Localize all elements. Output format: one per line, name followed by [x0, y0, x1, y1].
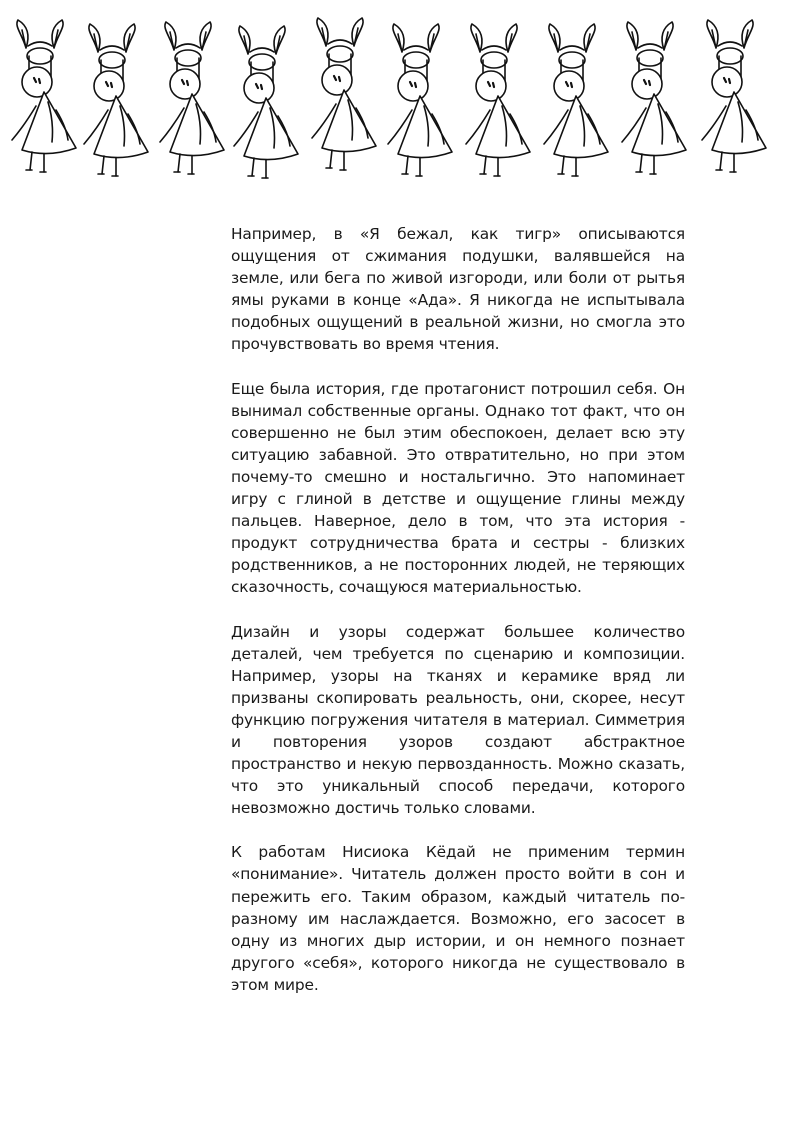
imp-figure-icon [12, 20, 76, 172]
imp-figure-icon [84, 24, 148, 176]
imp-figure-icon [466, 24, 530, 176]
imp-figures-frieze [0, 0, 800, 180]
article-body [231, 223, 685, 1018]
imp-figure-icon [160, 22, 224, 174]
imp-figure-icon [702, 20, 766, 172]
imp-figure-icon [312, 18, 376, 170]
paragraph: К работам Нисиока Кёдай не применим термин «понимание». Читатель должен просто войти в сон и пережить его. Таким образом, каждый читатель по-разному им наслаждается. Возможно, его засосет в одну из многих дыр истории, и он немного познает другого «себя», которого никогда не существовало в этом мире. [231, 843, 685, 994]
imp-figure-icon [234, 26, 298, 178]
imp-figure-icon [622, 22, 686, 174]
paragraph: Еще была история, где протагонист потрошил себя. Он вынимал собственные органы. Однако тот факт, что он совершенно не был этим обеспокоен, делает всю эту ситуацию забавной. Это отвратительно, но при этом почему-то смешно и ностальгично. Это напоминает игру с глиной в детстве и ощущение глины между пальцев. Наверное, дело в том, что эта история - продукт сотрудничества брата и сестры - близких родственников, а не посторонних людей, не теряющих сказочность, сочащуюся материальностью. [231, 379, 685, 597]
paragraph: Например, в «Я бежал, как тигр» описываются ощущения от сжимания подушки, валявшейся на земле, или бега по живой изгороди, или боли от рытья ямы руками в конце «Ада». Я никогда не испытывала подобных ощущений в реальной жизни, но смогла это прочувствовать во время чтения. [231, 225, 685, 354]
imp-figure-icon [388, 24, 452, 176]
imp-figure-icon [544, 24, 608, 176]
paragraph: Дизайн и узоры содержат большее количество деталей, чем требуется по сценарию и композиции. Например, узоры на тканях и керамике вряд ли призваны скопировать реальность, они, скорее, несут функцию погружения читателя в материал. Симметрия и повторения узоров создают абстрактное пространство и некую первозданность. Можно сказать, что это уникальный способ передачи, которого невозможно достичь только словами. [231, 622, 685, 818]
